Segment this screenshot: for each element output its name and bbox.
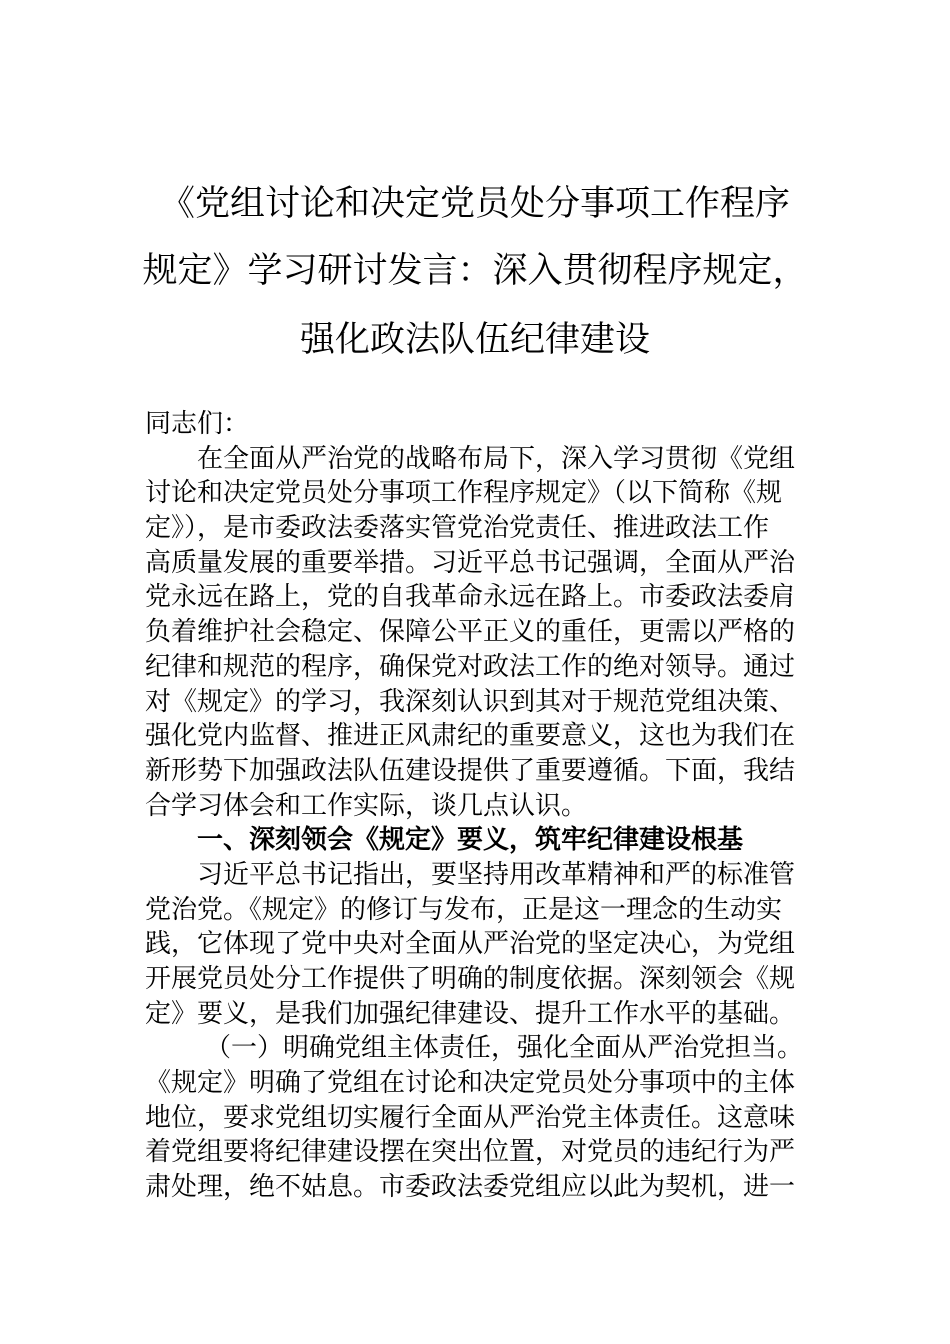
section-heading-1: 一、深刻领会《规定》要义，筑牢纪律建设根基 — [197, 825, 744, 856]
document-body — [145, 407, 815, 1205]
paragraph-line: 新形势下加强政法队伍建设提供了重要遵循。下面，我结 — [145, 755, 796, 786]
paragraph-line: 党治党。《规定》的修订与发布，正是这一理念的生动实 — [145, 894, 783, 925]
paragraph-line: 践，它体现了党中央对全面从严治党的坚定决心，为党组 — [145, 929, 796, 960]
paragraph-line: 对《规定》的学习，我深刻认识到其对于规范党组决策、 — [145, 686, 796, 717]
paragraph-line: 着党组要将纪律建设摆在突出位置，对党员的违纪行为严 — [145, 1137, 796, 1168]
paragraph-line: 强化党内监督、推进正风肃纪的重要意义，这也为我们在 — [145, 721, 796, 752]
paragraph-line: 开展党员处分工作提供了明确的制度依据。深刻领会《规 — [145, 964, 796, 994]
document-title-line-1: 《党组讨论和决定党员处分事项工作程序 — [159, 184, 790, 224]
paragraph-line: 《规定》明确了党组在讨论和决定党员处分事项中的主体 — [145, 1068, 796, 1099]
paragraph-line: 高质量发展的重要举措。习近平总书记强调，全面从严治 — [145, 547, 796, 578]
paragraph-line: 合学习体会和工作实际，谈几点认识。 — [145, 790, 588, 821]
paragraph-line: 纪律和规范的程序，确保党对政法工作的绝对领导。通过 — [145, 651, 796, 682]
document-title-line-3: 强化政法队伍纪律建设 — [299, 320, 650, 360]
paragraph-line: 负着维护社会稳定、保障公平正义的重任，更需以严格的 — [145, 617, 796, 648]
paragraph-line: 习近平总书记指出，要坚持用改革精神和严的标准管 — [197, 859, 796, 890]
paragraph-line: 肃处理，绝不姑息。市委政法委党组应以此为契机，进一 — [145, 1172, 796, 1203]
paragraph-line: 定》），是市委政法委落实管党治党责任、推进政法工作 — [145, 513, 770, 544]
paragraph-line: 地位，要求党组切实履行全面从严治党主体责任。这意味 — [145, 1102, 796, 1133]
document-title-line-2: 规定》学习研讨发言：深入贯彻程序规定， — [142, 251, 808, 291]
salutation: 同志们： — [145, 409, 250, 439]
paragraph-line: 在全面从严治党的战略布局下，深入学习贯彻《党组 — [197, 443, 796, 474]
paragraph-line: 定》要义，是我们加强纪律建设、提升工作水平的基础。 — [145, 998, 796, 1029]
paragraph-line: 讨论和决定党员处分事项工作程序规定》（以下简称《规 — [145, 478, 783, 509]
paragraph-line: 党永远在路上，党的自我革命永远在路上。市委政法委肩 — [145, 582, 796, 613]
subsection-heading-1: （一）明确党组主体责任，强化全面从严治党担当。 — [205, 1033, 804, 1064]
